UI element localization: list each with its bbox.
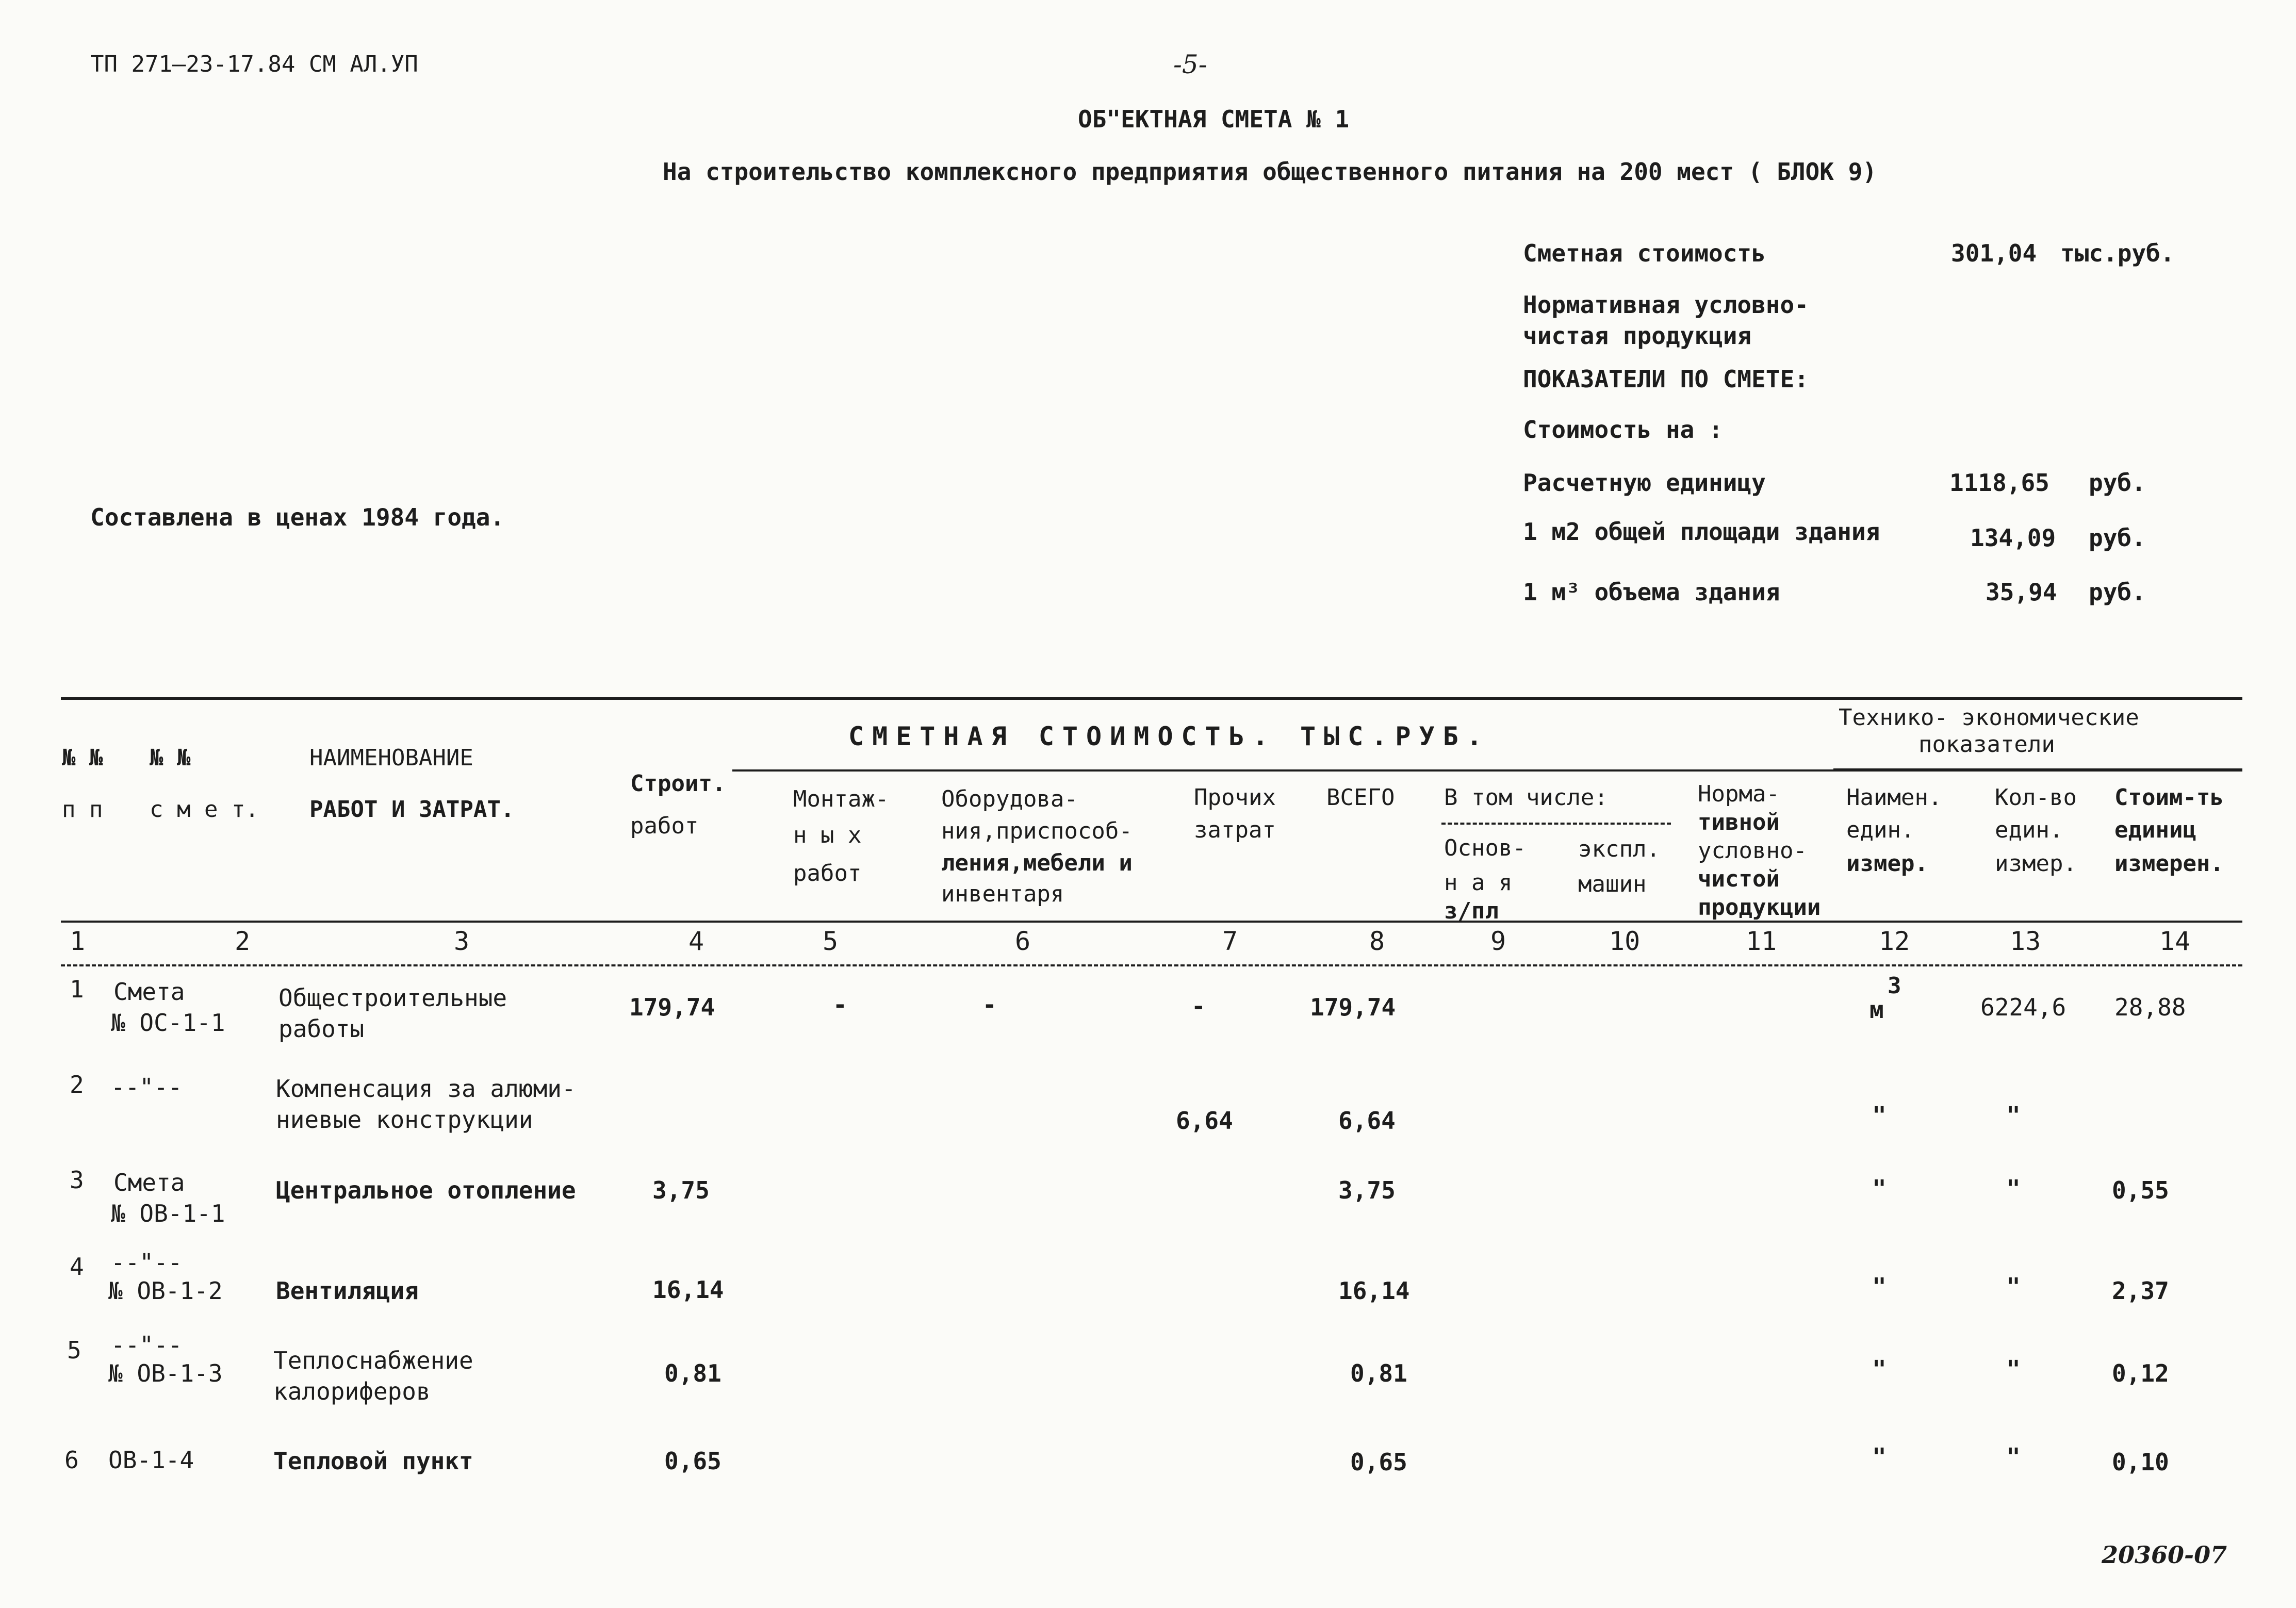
header-normative: Норма- [1698, 781, 1780, 807]
row-name: Компенсация за алюми- [276, 1075, 576, 1103]
estimated-cost-unit: тыс.руб. [2060, 239, 2175, 267]
row-total: 3,75 [1338, 1176, 1396, 1204]
row-stroit: 179,74 [629, 993, 715, 1021]
row-name-line2: калориферов [273, 1377, 431, 1405]
prices-note: Составлена в ценах 1984 года. [90, 503, 505, 531]
row-smeta: --"-- [111, 1073, 183, 1101]
summary-row-unit: руб. [2089, 524, 2146, 552]
estimated-cost-value: 301,04 [1951, 239, 2037, 267]
row-unit-cost: 0,10 [2112, 1448, 2169, 1476]
incl-dashed-rule [1441, 823, 1671, 825]
document-subtitle: На строительство комплексного предприятия общественного питания на 200 мест ( БЛОК 9) [663, 158, 1877, 186]
row-number: 6 [64, 1446, 79, 1474]
header-stroit-line2: работ [630, 813, 699, 839]
header-unit-name: Наимен. [1846, 784, 1942, 811]
row-smeta: ОВ-1-4 [108, 1446, 194, 1474]
row-quantity: " [2006, 1355, 2021, 1383]
row-name: Тепловой пункт [273, 1447, 473, 1475]
header-unit-name-line3: измер. [1846, 850, 1928, 877]
row-unit: " [1872, 1102, 1887, 1129]
header-ekspl-line2: машин [1578, 871, 1647, 897]
normative-label-line2: чистая продукция [1523, 322, 1752, 350]
summary-row-unit: руб. [2089, 578, 2146, 606]
row-smeta-code: № ОВ-1-2 [108, 1277, 223, 1305]
archive-number: 20360-07 [2102, 1541, 2227, 1569]
header-quantity-line3: измер. [1995, 850, 2077, 877]
header-smeta-no: № № [150, 745, 191, 771]
row-equipment: - [982, 991, 997, 1019]
row-other: - [1191, 992, 1206, 1020]
header-stroit: Строит. [630, 770, 726, 797]
header-group-smetnaya: СМЕТНАЯ СТОИМОСТЬ. ТЫС.РУБ. [848, 721, 1490, 751]
row-unit-cost: 0,12 [2112, 1359, 2169, 1387]
row-name: Центральное отопление [276, 1176, 576, 1204]
row-unit: " [1872, 1175, 1887, 1203]
row-total: 0,65 [1350, 1448, 1407, 1476]
header-nn: № № [62, 745, 103, 771]
column-number: 9 [1490, 926, 1506, 956]
header-equipment: Оборудова- [941, 786, 1078, 812]
row-unit: " [1872, 1273, 1887, 1301]
column-number: 6 [1015, 926, 1031, 956]
row-name: Вентиляция [276, 1277, 419, 1305]
row-total: 16,14 [1338, 1277, 1410, 1305]
header-smeta: с м е т. [150, 796, 259, 823]
row-stroit: 0,65 [664, 1447, 721, 1475]
column-number: 8 [1369, 926, 1385, 956]
header-normative-line3: условно- [1698, 838, 1807, 864]
row-quantity: 6224,6 [1980, 993, 2067, 1021]
column-number: 3 [454, 926, 470, 956]
header-normative-line2: тивной [1698, 809, 1780, 835]
column-number: 12 [1879, 926, 1910, 956]
row-smeta: Смета [113, 1169, 185, 1196]
row-unit-cost: 2,37 [2112, 1277, 2169, 1305]
header-other: Прочих [1194, 784, 1276, 811]
header-unit-cost-line2: единиц [2114, 817, 2196, 843]
row-number: 3 [70, 1166, 84, 1194]
header-equipment-line3: ления,мебели и [941, 850, 1133, 876]
row-stroit: 0,81 [664, 1359, 721, 1387]
header-unit-cost: Стоим-ть [2114, 784, 2224, 811]
column-number: 11 [1746, 926, 1777, 956]
row-quantity: " [2006, 1175, 2021, 1203]
row-stroit: 3,75 [652, 1176, 710, 1204]
column-number: 4 [688, 926, 704, 956]
row-number: 5 [67, 1336, 81, 1364]
row-unit-superscript: 3 [1888, 973, 1901, 999]
row-number: 2 [70, 1071, 84, 1098]
column-number: 14 [2159, 926, 2191, 956]
header-unit-name-line2: един. [1846, 817, 1915, 843]
header-tech-group: Технико- экономические [1839, 704, 2139, 731]
row-number: 1 [70, 975, 84, 1003]
row-smeta-code: № ОВ-1-1 [111, 1200, 225, 1227]
row-montazh: - [833, 991, 847, 1019]
header-normative-line4: чистой [1698, 866, 1780, 892]
header-bottom-rule [61, 921, 2242, 923]
row-smeta: --"-- [111, 1249, 183, 1276]
row-quantity: " [2006, 1102, 2021, 1129]
summary-row-label: 1 м2 общей площади здания [1523, 518, 1880, 546]
summary-row-value: 35,94 [1986, 578, 2057, 606]
row-unit-cost: 0,55 [2112, 1176, 2169, 1204]
row-smeta-code: № ОВ-1-3 [108, 1359, 223, 1387]
row-smeta: --"-- [111, 1331, 183, 1359]
header-incl: В том числе: [1444, 784, 1608, 811]
row-total: 6,64 [1338, 1107, 1396, 1135]
tech-group-rule [1833, 768, 2242, 770]
header-pp: п п [62, 796, 103, 823]
cost-on-label: Стоимость на : [1523, 416, 1723, 444]
row-other: 6,64 [1176, 1107, 1233, 1135]
column-number: 2 [235, 926, 251, 956]
row-unit-cost: 28,88 [2114, 993, 2186, 1021]
row-name-line2: ниевые конструкции [276, 1106, 533, 1134]
document-title: ОБ"ЕКТНАЯ СМЕТА № 1 [1078, 105, 1350, 133]
column-numbers-rule [61, 964, 2242, 966]
header-montazh: Монтаж- [793, 786, 889, 812]
header-name: НАИМЕНОВАНИЕ [309, 745, 473, 771]
row-name: Общестроительные [278, 984, 507, 1012]
summary-row-label: 1 м³ объема здания [1523, 578, 1780, 606]
estimated-cost-label: Сметная стоимость [1523, 239, 1766, 267]
normative-label-line1: Нормативная условно- [1523, 291, 1809, 319]
row-unit: " [1872, 1443, 1887, 1471]
summary-row-unit: руб. [2089, 469, 2146, 497]
row-smeta-code: № ОС-1-1 [111, 1009, 225, 1037]
header-osnov: Основ- [1444, 835, 1526, 861]
row-total: 179,74 [1310, 993, 1396, 1021]
row-name-line2: работы [278, 1015, 365, 1043]
document-code: ТП 271—23-17.84 СМ АЛ.УП [90, 51, 418, 77]
column-number: 13 [2010, 926, 2041, 956]
row-unit: " [1872, 1355, 1887, 1383]
summary-row-value: 1118,65 [1949, 469, 2049, 497]
header-quantity-line2: един. [1995, 817, 2063, 843]
row-unit: м [1869, 996, 1884, 1024]
header-equipment-line2: ния,приспособ- [941, 818, 1133, 844]
header-normative-line5: продукции [1698, 894, 1821, 921]
header-total: ВСЕГО [1326, 784, 1395, 811]
row-smeta: Смета [113, 978, 185, 1006]
summary-row-value: 134,09 [1970, 524, 2056, 552]
indicators-label: ПОКАЗАТЕЛИ ПО СМЕТЕ: [1523, 365, 1809, 393]
row-stroit: 16,14 [652, 1276, 724, 1304]
row-number: 4 [70, 1253, 84, 1281]
row-quantity: " [2006, 1443, 2021, 1471]
column-number: 7 [1222, 926, 1238, 956]
header-osnov-line3: з/пл [1444, 898, 1499, 924]
header-equipment-line4: инвентаря [941, 881, 1064, 907]
header-osnov-line2: н а я [1444, 869, 1513, 896]
row-quantity: " [2006, 1273, 2021, 1301]
summary-row-label: Расчетную единицу [1523, 469, 1766, 497]
header-name-line2: РАБОТ И ЗАТРАТ. [309, 796, 515, 823]
page-number: -5- [1173, 50, 1207, 79]
column-number: 10 [1609, 926, 1641, 956]
header-unit-cost-line3: измерен. [2114, 850, 2224, 877]
column-number: 5 [823, 926, 839, 956]
header-other-line2: затрат [1194, 817, 1276, 843]
column-number: 1 [70, 926, 86, 956]
header-ekspl: экспл. [1578, 836, 1660, 862]
row-total: 0,81 [1350, 1359, 1407, 1387]
table-top-rule [61, 697, 2242, 700]
header-tech-group-line2: показатели [1918, 731, 2055, 758]
header-quantity: Кол-во [1995, 784, 2077, 811]
row-name: Теплоснабжение [273, 1347, 473, 1374]
header-montazh-line3: работ [793, 860, 862, 887]
header-montazh-line2: н ы х [793, 822, 862, 848]
